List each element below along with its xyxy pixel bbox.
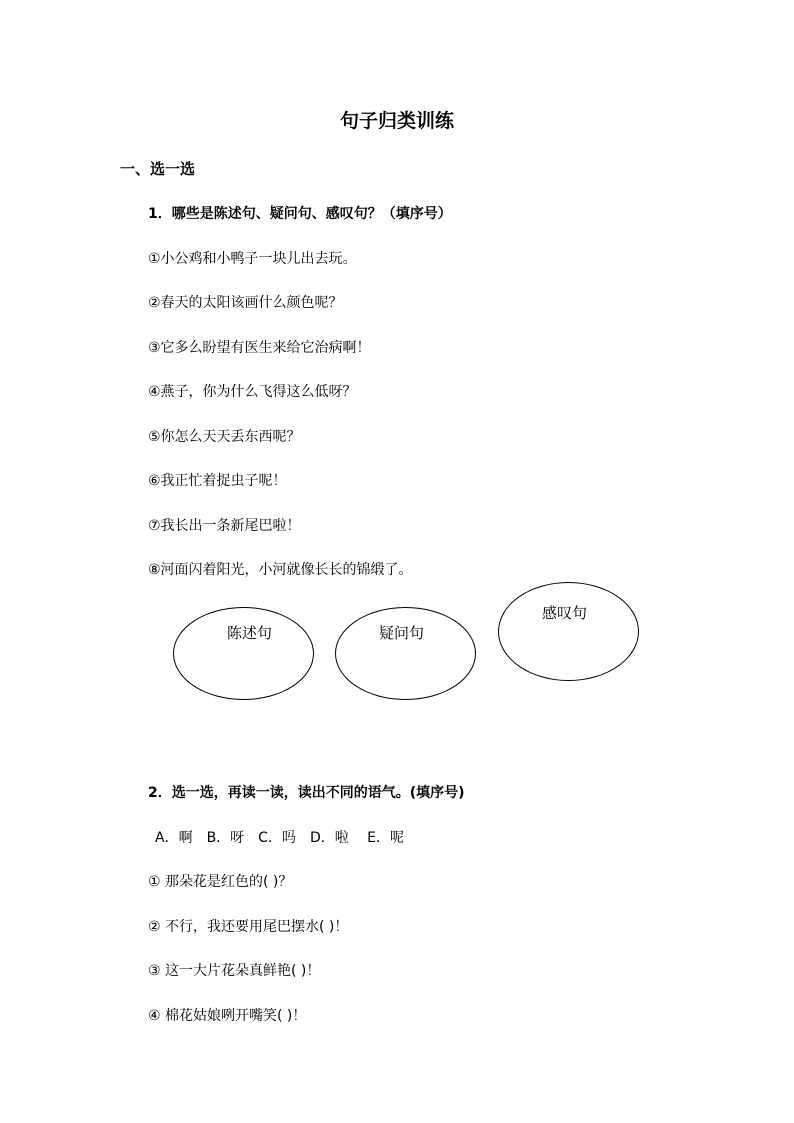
category-ellipse-exclamation[interactable] [498,582,639,681]
sentence-7: ⑦我长出一条新尾巴啦！ [148,518,301,534]
fill-item-2: ② 不行，我还要用尾巴摆水( )！ [148,919,349,935]
sentence-1: ①小公鸡和小鸭子一块儿出去玩。 [148,251,357,267]
sentence-5: ⑤你怎么天天丢东西呢？ [148,429,301,445]
section-heading: 一、选一选 [120,160,196,178]
question-1-prompt: 1．哪些是陈述句、疑问句、感叹句？（填序号） [148,206,452,222]
sentence-3: ③它多么盼望有医生来给它治病啊！ [148,340,371,356]
answer-options: A．啊 B．呀 C．吗 D．啦 E．呢 [155,830,405,846]
category-ellipse-question[interactable] [335,607,476,700]
question-2-prompt: 2．选一选，再读一读，读出不同的语气。(填序号) [148,785,465,801]
fill-item-4: ④ 棉花姑娘咧开嘴笑( )！ [148,1008,307,1024]
category-label-exclamation: 感叹句 [542,604,588,622]
sentence-4: ④燕子，你为什么飞得这么低呀？ [148,384,357,400]
sentence-8: ⑧河面闪着阳光，小河就像长长的锦缎了。 [148,562,413,578]
sentence-2: ②春天的太阳该画什么颜色呢？ [148,295,343,311]
category-ellipse-statement[interactable] [173,607,314,700]
category-label-statement: 陈述句 [227,624,273,642]
page-title: 句子归类训练 [339,110,454,132]
sentence-6: ⑥我正忙着捉虫子呢！ [148,473,287,489]
fill-item-1: ① 那朵花是红色的( )？ [148,874,293,890]
category-label-question: 疑问句 [379,624,425,642]
fill-item-3: ③ 这一大片花朵真鲜艳( )！ [148,963,321,979]
